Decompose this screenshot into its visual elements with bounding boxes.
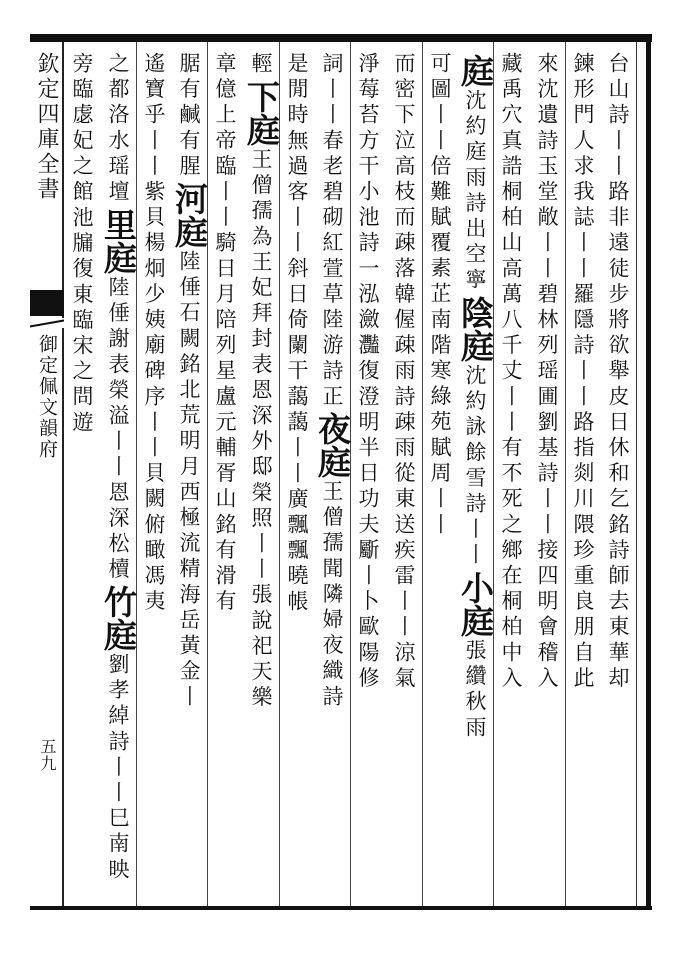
entry-headword: 陰庭 [456, 295, 495, 362]
book-title: 御定佩文韻府 [36, 334, 58, 460]
entry-headword: 小庭 [456, 570, 495, 637]
entry-text: 紫貝楊炯少姨廟碑序丨丨貝闕俯瞰馮夷 [142, 180, 166, 616]
entry-text: 陸倕謝表榮溢丨丨恩深松櫝 [106, 275, 130, 583]
entry-headword: 里庭 [99, 207, 138, 274]
entry-text: 王僧孺聞隣婦夜織詩 [320, 480, 344, 711]
text-column [529, 52, 565, 902]
text-column [493, 52, 529, 902]
text-column [457, 52, 493, 902]
entry-text: 腒有鹹有腥 [177, 52, 201, 180]
entry-text: 旁臨虙妃之館 [70, 52, 94, 206]
entry-text: 詞丨丨春老碧砌紅萱草陸游詩正 [320, 52, 344, 411]
entry-text: 而密下泣高枝而疎落韓偓疎雨詩疎雨從東送疾雷丨丨涼氣 [392, 52, 416, 692]
entry-headword: 下庭 [242, 79, 281, 146]
text-column [386, 52, 422, 902]
text-column [171, 52, 207, 902]
entry-text: 可圖丨丨倍難賦 [428, 52, 452, 232]
entry-text: 池牖復東臨宋之問遊 [70, 205, 94, 437]
entry-text: 台山詩丨丨路非遠徒步將欲舉皮日休和乞銘詩師去東華却 [606, 52, 630, 692]
entry-text: 藏禹穴真誥桐柏山高萬八千丈丨丨有不死之鄉在桐柏中入 [499, 52, 523, 692]
series-title: 欽定四庫全書 [34, 52, 59, 202]
text-column [565, 52, 601, 902]
entry-text: 沈約詠餘雪詩丨丨 [463, 363, 487, 569]
entry-text: 章億上帝臨丨丨騎日月陪列星盧元輔胥山銘有滑有 [213, 52, 237, 616]
entry-text: 覆素芷南階寒綠苑 [428, 231, 452, 437]
entry-text: 張纘秋雨 [463, 638, 487, 742]
text-column [207, 52, 243, 902]
entry-text: 賦周丨丨 [428, 436, 452, 539]
frame-top-border [30, 34, 652, 42]
text-column [243, 52, 279, 902]
text-column [314, 52, 350, 902]
entry-text: 劉孝綽詩丨丨巳南映 [106, 652, 130, 884]
text-column [100, 52, 136, 902]
entry-headword: 夜庭 [313, 412, 352, 479]
text-column [136, 52, 172, 902]
entry-text: 是閒時無過客丨丨斜日倚闌干 [285, 52, 309, 385]
fish-tail-block [30, 290, 64, 316]
entry-text: 遙寶乎丨丨 [142, 52, 166, 180]
entry-text: 輕 [249, 52, 273, 78]
entry-headword: 竹庭 [99, 584, 138, 651]
text-column [64, 52, 100, 902]
frame-right-inner-line [636, 42, 637, 906]
entry-text: 淨莓苔方干小池詩一泓瀲灩復澄明半日功夫斸丨卜歐陽修 [356, 52, 380, 692]
page-number: 五九 [38, 738, 57, 772]
entry-text: 王僧孺為王妃拜封表恩深外邸榮照丨丨張說祀天樂 [249, 147, 273, 711]
frame-right-border [646, 34, 651, 910]
entry-text: 之都洛水瑶壇 [106, 52, 130, 206]
entry-text: 鍊形門人求我誌丨丨羅隱詩丨丨路指剡川隈珍重良朋自此 [571, 52, 595, 692]
entry-text: 陸倕石闕銘北荒明月西極流精海岳黃金丨 [177, 250, 201, 711]
text-column [350, 52, 386, 902]
fish-tail-notch [30, 318, 64, 328]
frame-bottom-border [30, 906, 652, 910]
text-column [279, 52, 315, 902]
entry-text: 藹藹丨丨廣飄飄曉帳 [285, 384, 309, 616]
entry-text: 沈約庭雨詩出空寧 [463, 89, 487, 294]
entry-headword: 河庭 [170, 182, 209, 248]
entry-text: 來沈遺詩玉堂敞丨丨碧林列瑶圃劉基詩丨丨接四明會稽入 [535, 52, 559, 692]
entry-headword: 庭 [456, 54, 495, 87]
text-column [600, 52, 636, 902]
text-column [422, 52, 458, 902]
